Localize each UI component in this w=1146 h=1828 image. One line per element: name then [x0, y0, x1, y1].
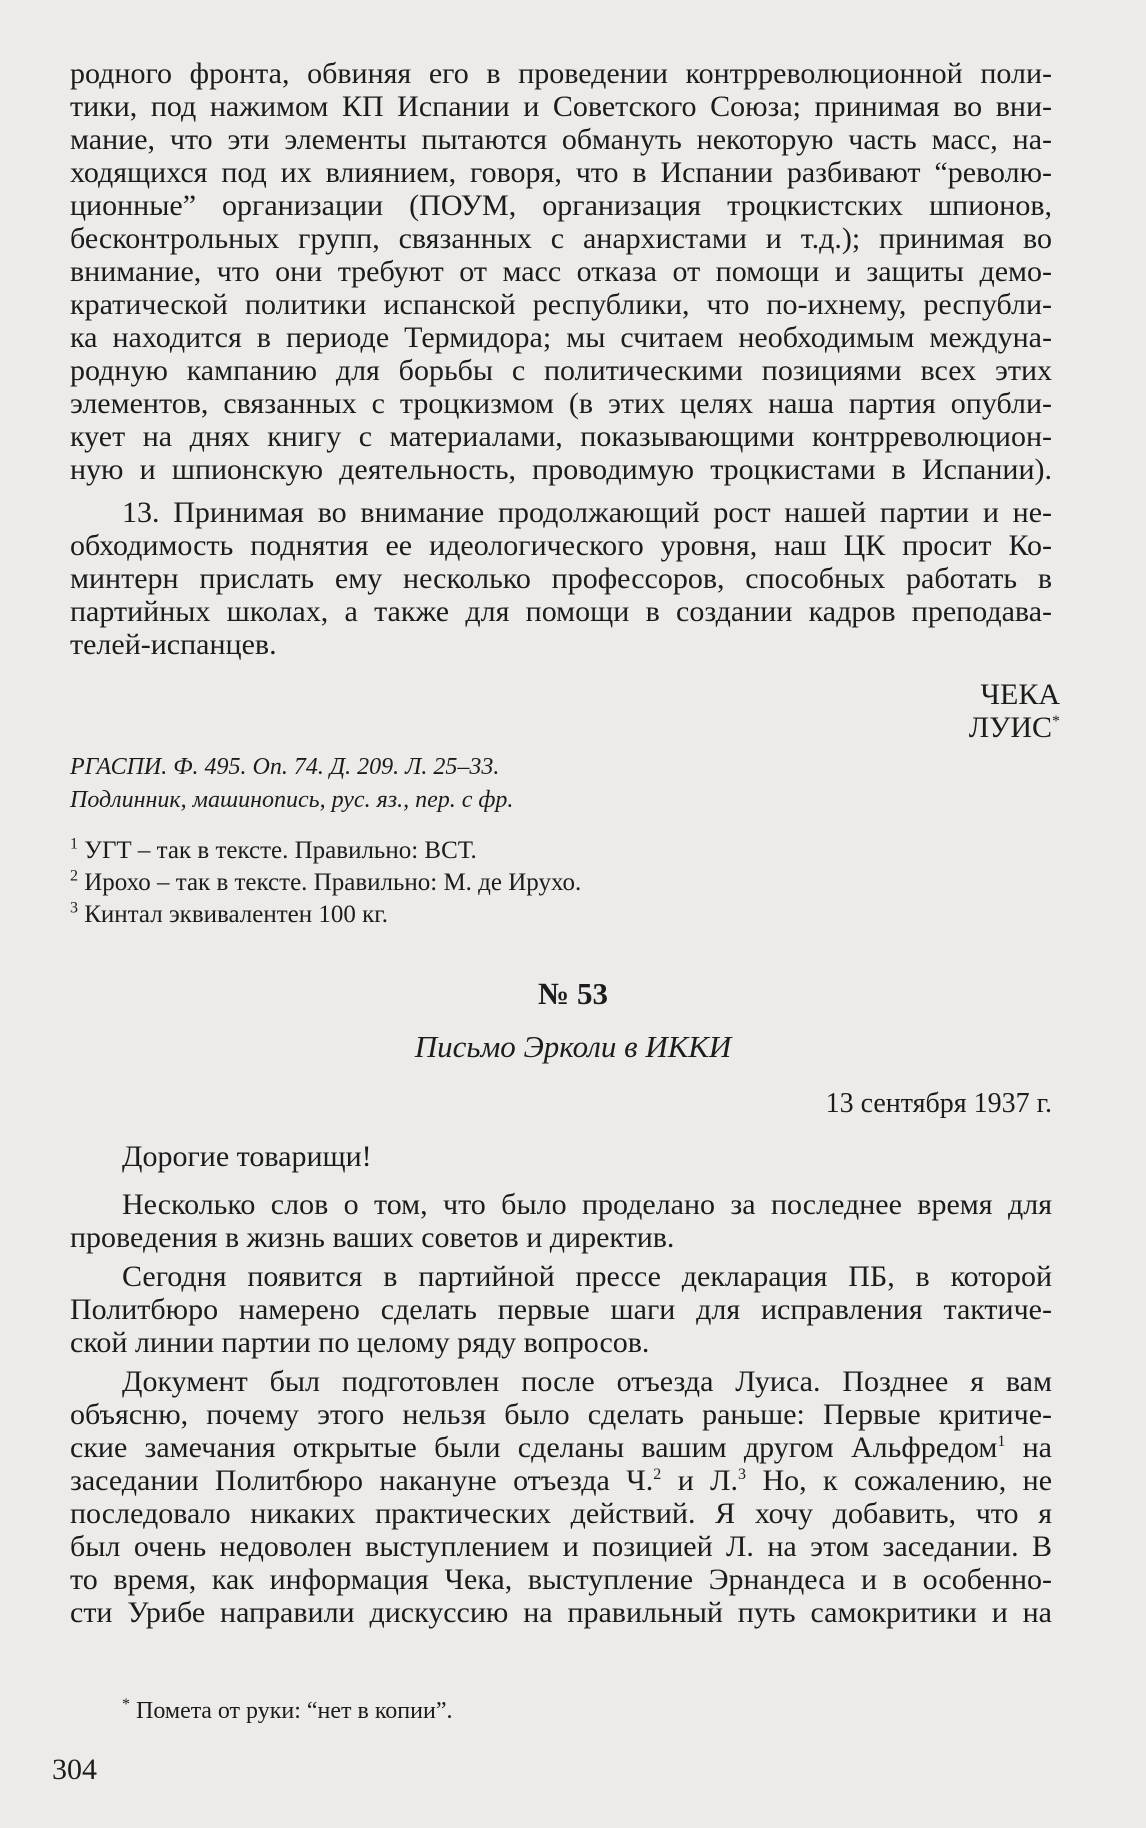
text-line: обходимость поднятия ее идеологического уровня, наш ЦК просит Ко- [70, 529, 1052, 562]
text-line: Документ был подготовлен после отъезда Луиса. Позднее я вам [122, 1365, 1052, 1398]
footnote-text: Кинтал эквивалентен 100 кг. [84, 901, 388, 928]
text-line: сти Урибе направили дискуссию на правильный путь самокритики и на [70, 1596, 1052, 1629]
footnote-number: 2 [70, 867, 78, 885]
signature-mark: * [1052, 713, 1060, 730]
footnote-star [122, 1696, 452, 1726]
text-fragment: на [1005, 1431, 1053, 1464]
footnote-ref: 2 [653, 1466, 662, 1483]
text-line: Несколько слов о том, что было проделано за последнее время для [122, 1188, 1052, 1221]
footnote-number: 1 [70, 835, 78, 853]
text-line: телей-испанцев. [70, 628, 277, 661]
letter-paragraph-2 [70, 1260, 1052, 1359]
footnote-2 [70, 868, 581, 898]
footnote-text: Ирохо – так в тексте. Правильно: М. де Ирухо. [84, 869, 582, 896]
text-line: мание, что эти элементы пытаются обмануть некоторую часть масс, на- [70, 123, 1052, 156]
source-description: Подлинник, машинопись, рус. яз., пер. с фр. [70, 787, 514, 813]
footnote-3 [70, 900, 388, 930]
text-fragment: Но, к сожалению, не [746, 1464, 1053, 1497]
document-date: 13 сентября 1937 г. [825, 1088, 1052, 1119]
text-line: последовало никаких практических действий. Я хочу добавить, что я [70, 1497, 1052, 1530]
paragraph-continuation [70, 57, 1052, 486]
text-line: родную кампанию для борьбы с политическими позициями всех этих [70, 354, 1052, 387]
text-line: 13. Принимая во внимание продолжающий рост нашей партии и не- [122, 496, 1052, 529]
paragraph-13 [70, 496, 1052, 661]
signature-name: ЛУИС [968, 711, 1052, 744]
text-line: кратической политики испанской республики, что по-ихнему, республи- [70, 288, 1052, 321]
text-line: Сегодня появится в партийной прессе декларация ПБ, в которой [122, 1260, 1052, 1293]
signature-luis [969, 711, 1060, 744]
footnote-text: Пометa от руки: “нет в копии”. [130, 1698, 453, 1724]
footnote-mark: * [122, 1696, 130, 1713]
text-continuation [70, 57, 1052, 486]
footnote-ref: 1 [997, 1433, 1006, 1450]
footnote-text: УГТ – так в тексте. Правильно: ВСТ. [84, 837, 477, 864]
source-archive: РГАСПИ. Ф. 495. Оп. 74. Д. 209. Л. 25–33. [70, 754, 500, 780]
text-line: проведения в жизнь ваших советов и директив. [70, 1221, 675, 1254]
text-line: кует на днях книгу с материалами, показывающими контрреволюцион- [70, 420, 1052, 453]
text-line: ка находится в периоде Термидора; мы считаем необходимым междуна- [70, 321, 1052, 354]
letter-paragraph-3 [70, 1365, 1052, 1629]
text-line: партийных школах, а также для помощи в создании кадров преподава- [70, 595, 1052, 628]
text-line: тики, под нажимом КП Испании и Советского Союза; принимая во вни- [70, 90, 1052, 123]
text-line: ходящихся под их влиянием, говоря, что в Испании разбивают “револю- [70, 156, 1052, 189]
text-line [70, 1431, 1052, 1464]
salutation: Дорогие товарищи! [122, 1140, 372, 1173]
page-number: 304 [52, 1753, 97, 1786]
text-line: был очень недоволен выступлением и позицией Л. на этом заседании. В [70, 1530, 1052, 1563]
footnote-ref: 3 [738, 1466, 747, 1483]
text-fragment: и Л. [661, 1464, 739, 1497]
text-line: минтерн прислать ему несколько профессоров, способных работать в [70, 562, 1052, 595]
text-line [70, 1464, 1052, 1497]
signature-cheka: ЧЕКА [980, 678, 1060, 711]
text-line: Политбюро намерено сделать первые шаги для исправления тактиче- [70, 1293, 1052, 1326]
text-fragment: ские замечания открытые были сделаны вашим другом Альфредом [70, 1431, 998, 1464]
document-number: № 53 [538, 976, 608, 1011]
letter-body [70, 1188, 1052, 1629]
text-line: то время, как информация Чека, выступление Эрнандеса и в особенно- [70, 1563, 1052, 1596]
letter-paragraph-1 [70, 1188, 1052, 1254]
text-line: бесконтрольных групп, связанных с анархистами и т.д.); принимая во [70, 222, 1052, 255]
text-fragment: заседании Политбюро накануне отъезда Ч. [70, 1464, 654, 1497]
text-line: ционные” организации (ПОУМ, организация троцкистских шпионов, [70, 189, 1052, 222]
document-title: Письмо Эрколи в ИККИ [414, 1029, 732, 1064]
text-line: ской линии партии по целому ряду вопросов. [70, 1326, 650, 1359]
text-line: внимание, что они требуют от масс отказа от помощи и защиты демо- [70, 255, 1052, 288]
footnote-1 [70, 836, 477, 866]
text-line: родного фронта, обвиняя его в проведении контрреволюционной поли- [70, 57, 1052, 90]
text-line: ную и шпионскую деятельность, проводимую троцкистами в Испании). [70, 453, 1052, 486]
text-line: объясню, почему этого нельзя было сделать раньше: Первые критиче- [70, 1398, 1052, 1431]
text-line: элементов, связанных с троцкизмом (в этих целях наша партия опубли- [70, 387, 1052, 420]
footnote-number: 3 [70, 899, 78, 917]
